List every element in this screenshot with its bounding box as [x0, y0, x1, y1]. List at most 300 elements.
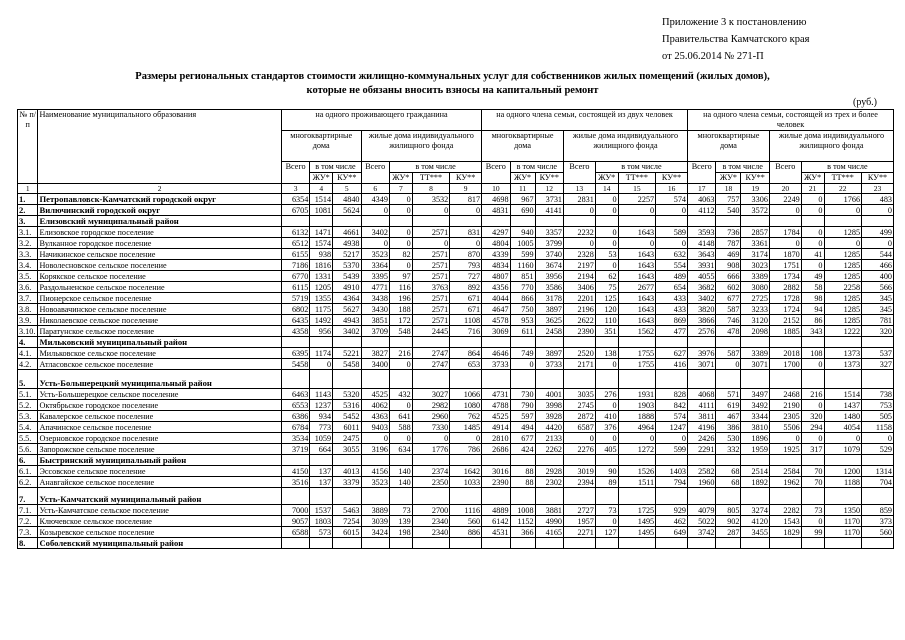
empty-cell: [450, 370, 482, 389]
table-row-section: [18, 216, 894, 227]
row-value: 4943: [333, 315, 361, 326]
empty-cell: [656, 488, 688, 505]
row-value: 3424: [361, 527, 389, 538]
empty-cell: [618, 337, 656, 348]
row-value: 2258: [824, 282, 862, 293]
row-value: 627: [656, 348, 688, 359]
empty-cell: [564, 488, 596, 505]
row-value: 0: [310, 359, 333, 370]
row-value: 0: [801, 433, 824, 444]
row-value: 3389: [741, 271, 769, 282]
empty-cell: [412, 370, 450, 389]
empty-cell: [450, 337, 482, 348]
row-value: 4661: [333, 227, 361, 238]
table-row: [18, 422, 894, 433]
empty-cell: [824, 337, 862, 348]
row-value: 1642: [450, 466, 482, 477]
row-value: 2571: [412, 315, 450, 326]
row-value: 1931: [618, 389, 656, 400]
empty-cell: [389, 370, 412, 389]
row-value: 817: [450, 194, 482, 205]
row-value: 351: [595, 326, 618, 337]
row-value: 2282: [769, 505, 801, 516]
empty-cell: [361, 455, 389, 466]
row-value: 5506: [769, 422, 801, 433]
row-value: 62: [595, 271, 618, 282]
row-value: 1285: [824, 260, 862, 271]
row-value: 0: [824, 205, 862, 216]
row-value: 632: [656, 249, 688, 260]
row-value: 2582: [688, 466, 716, 477]
empty-cell: [482, 538, 510, 549]
row-value: 2197: [564, 260, 596, 271]
row-name: Запорожское сельское поселение: [38, 444, 281, 455]
row-value: 0: [824, 238, 862, 249]
row-value: 0: [595, 205, 618, 216]
row-value: 1158: [862, 422, 894, 433]
row-value: 320: [801, 411, 824, 422]
row-value: 5370: [333, 260, 361, 271]
row-value: 2262: [535, 444, 563, 455]
row-value: 574: [656, 411, 688, 422]
row-value: 956: [310, 326, 333, 337]
group-header-3: на одного члена семьи, состоящей из трех и более человек: [688, 110, 894, 131]
row-value: 4889: [482, 505, 510, 516]
row-value: 0: [769, 238, 801, 249]
row-value: 2514: [741, 466, 769, 477]
row-value: 88: [510, 466, 535, 477]
row-value: 68: [716, 477, 741, 488]
empty-cell: [450, 538, 482, 549]
row-value: 3406: [564, 282, 596, 293]
row-value: 53: [595, 249, 618, 260]
row-value: 137: [310, 477, 333, 488]
row-value: 1403: [656, 466, 688, 477]
row-value: 1734: [769, 271, 801, 282]
row-value: 75: [595, 282, 618, 293]
row-value: 0: [564, 433, 596, 444]
row-value: 4141: [535, 205, 563, 216]
empty-cell: [741, 337, 769, 348]
row-value: 940: [510, 227, 535, 238]
row-value: 1152: [510, 516, 535, 527]
row-value: 2982: [412, 400, 450, 411]
table-row: [18, 293, 894, 304]
row-value: 140: [389, 477, 412, 488]
g1-mkd-total-header: Всего: [281, 162, 309, 184]
empty-cell: [801, 370, 824, 389]
row-value: 6115: [281, 282, 309, 293]
row-value: 654: [656, 282, 688, 293]
row-value: 1205: [310, 282, 333, 293]
row-value: 0: [595, 400, 618, 411]
row-value: 0: [389, 359, 412, 370]
row-value: 540: [716, 205, 741, 216]
row-value: 5627: [333, 304, 361, 315]
row-value: 716: [450, 326, 482, 337]
g3-izh-ku-header: КУ**: [862, 173, 894, 184]
row-value: 1237: [310, 400, 333, 411]
row-value: 4698: [482, 194, 510, 205]
table-row: [18, 411, 894, 422]
row-value: 4840: [333, 194, 361, 205]
row-value: 1537: [310, 505, 333, 516]
row-value: 1008: [510, 505, 535, 516]
row-value: 4364: [333, 293, 361, 304]
row-value: 3055: [333, 444, 361, 455]
row-value: 588: [389, 422, 412, 433]
row-value: 3196: [361, 444, 389, 455]
empty-cell: [618, 455, 656, 466]
row-value: 1373: [824, 348, 862, 359]
row-value: 1200: [824, 466, 862, 477]
empty-cell: [688, 538, 716, 549]
row-value: 0: [450, 433, 482, 444]
row-value: 2328: [564, 249, 596, 260]
empty-cell: [510, 488, 535, 505]
row-value: 5624: [333, 205, 361, 216]
row-value: 1081: [310, 205, 333, 216]
row-value: 1643: [618, 260, 656, 271]
col-index-cell: 20: [769, 184, 801, 194]
empty-cell: [389, 455, 412, 466]
section-name: Быстринский муниципальный район: [38, 455, 281, 466]
row-value: 3120: [741, 315, 769, 326]
row-value: 727: [450, 271, 482, 282]
empty-cell: [688, 337, 716, 348]
row-value: 869: [656, 315, 688, 326]
row-value: 73: [801, 505, 824, 516]
row-value: 671: [450, 304, 482, 315]
row-num: 7.3.: [18, 527, 38, 538]
col-index-cell: 22: [824, 184, 862, 194]
row-num: 6.1.: [18, 466, 38, 477]
row-value: 3395: [361, 271, 389, 282]
row-value: 6011: [333, 422, 361, 433]
row-num: 3.2.: [18, 238, 38, 249]
row-name: Новоавачинское сельское поселение: [38, 304, 281, 315]
row-value: 574: [656, 194, 688, 205]
row-name: Атласовское сельское поселение: [38, 359, 281, 370]
empty-cell: [769, 488, 801, 505]
row-value: 3071: [741, 359, 769, 370]
row-value: 4148: [688, 238, 716, 249]
empty-cell: [618, 538, 656, 549]
row-value: 2445: [412, 326, 450, 337]
row-value: 110: [595, 315, 618, 326]
col-index-cell: 17: [688, 184, 716, 194]
row-value: 1170: [824, 516, 862, 527]
empty-cell: [595, 370, 618, 389]
row-value: 3709: [361, 326, 389, 337]
row-value: 1728: [769, 293, 801, 304]
row-value: 4420: [535, 422, 563, 433]
row-value: 1188: [824, 477, 862, 488]
row-value: 4831: [482, 205, 510, 216]
row-value: 320: [862, 326, 894, 337]
g3-mkd-header: многоквартирные дома: [688, 131, 770, 162]
row-value: 0: [510, 359, 535, 370]
row-value: 2727: [564, 505, 596, 516]
row-value: 1643: [618, 249, 656, 260]
row-value: 1724: [769, 304, 801, 315]
row-value: 432: [389, 389, 412, 400]
empty-cell: [281, 337, 309, 348]
empty-cell: [333, 455, 361, 466]
row-value: 4044: [482, 293, 510, 304]
appendix-line-3: от 25.06.2014 № 271-П: [662, 51, 764, 62]
row-value: 9057: [281, 516, 309, 527]
row-name: Усть-Большерецкое сельское поселение: [38, 389, 281, 400]
g1-mkd-vtch-header: в том числе: [310, 162, 361, 173]
section-num: 8.: [18, 538, 38, 549]
empty-cell: [656, 455, 688, 466]
row-value: 376: [595, 422, 618, 433]
g3-mkd-vtch-header: в том числе: [716, 162, 769, 173]
section-num: 3.: [18, 216, 38, 227]
row-value: 6512: [281, 238, 309, 249]
row-value: 573: [310, 527, 333, 538]
row-value: 6395: [281, 348, 309, 359]
empty-cell: [801, 488, 824, 505]
row-value: 400: [862, 271, 894, 282]
row-name: Паратунское сельское поселение: [38, 326, 281, 337]
row-value: 6015: [333, 527, 361, 538]
empty-cell: [333, 216, 361, 227]
empty-cell: [564, 337, 596, 348]
row-value: 410: [595, 411, 618, 422]
row-value: 90: [595, 466, 618, 477]
row-value: 2340: [412, 516, 450, 527]
row-value: 2882: [769, 282, 801, 293]
row-value: 3430: [361, 304, 389, 315]
row-value: 287: [716, 527, 741, 538]
table-row: [18, 304, 894, 315]
g3-izh-vtch-header: в том числе: [801, 162, 893, 173]
empty-cell: [862, 216, 894, 227]
row-value: 4647: [482, 304, 510, 315]
row-value: 2374: [412, 466, 450, 477]
row-value: 0: [862, 205, 894, 216]
empty-cell: [769, 455, 801, 466]
empty-cell: [801, 216, 824, 227]
empty-cell: [389, 488, 412, 505]
empty-cell: [824, 538, 862, 549]
row-value: 4062: [361, 400, 389, 411]
section-name: Усть-Большерецкий муниципальный район: [38, 370, 281, 389]
table-row: [18, 477, 894, 488]
row-num: 4.1.: [18, 348, 38, 359]
row-value: 0: [618, 238, 656, 249]
row-value: 3023: [741, 260, 769, 271]
row-value: 2475: [333, 433, 361, 444]
row-value: 1514: [310, 194, 333, 205]
row-value: 4068: [688, 389, 716, 400]
row-value: 0: [450, 205, 482, 216]
row-value: 2194: [564, 271, 596, 282]
empty-cell: [412, 538, 450, 549]
row-name: Корякское сельское поселение: [38, 271, 281, 282]
row-value: 3674: [535, 260, 563, 271]
row-value: 0: [769, 433, 801, 444]
row-value: 0: [450, 238, 482, 249]
row-value: 2133: [535, 433, 563, 444]
row-num: 1.: [18, 194, 38, 205]
row-value: 1903: [618, 400, 656, 411]
row-value: 7000: [281, 505, 309, 516]
row-value: 0: [801, 227, 824, 238]
row-value: 6155: [281, 249, 309, 260]
g2-mkd-total-header: Всего: [482, 162, 510, 184]
col-index-cell: 16: [656, 184, 688, 194]
row-value: 2196: [564, 304, 596, 315]
row-value: 6553: [281, 400, 309, 411]
row-value: 3897: [535, 304, 563, 315]
row-value: 4349: [361, 194, 389, 205]
row-value: 2257: [618, 194, 656, 205]
row-name: Вилючинский городской округ: [38, 205, 281, 216]
section-name: Мильковский муниципальный район: [38, 337, 281, 348]
row-value: 4150: [281, 466, 309, 477]
row-value: 2468: [769, 389, 801, 400]
row-value: 73: [595, 505, 618, 516]
row-value: 634: [389, 444, 412, 455]
table-row: [18, 227, 894, 238]
empty-cell: [361, 488, 389, 505]
row-value: 1755: [618, 359, 656, 370]
row-value: 560: [450, 516, 482, 527]
row-value: 2171: [564, 359, 596, 370]
row-value: 196: [389, 293, 412, 304]
row-value: 4990: [535, 516, 563, 527]
empty-cell: [595, 337, 618, 348]
row-value: 1962: [769, 477, 801, 488]
row-value: 750: [510, 304, 535, 315]
row-value: 3379: [333, 477, 361, 488]
row-value: 3976: [688, 348, 716, 359]
empty-cell: [862, 370, 894, 389]
empty-cell: [656, 370, 688, 389]
table-row-section: [18, 488, 894, 505]
empty-cell: [361, 538, 389, 549]
row-value: 4112: [688, 205, 716, 216]
row-value: 7330: [412, 422, 450, 433]
document-title: [0, 70, 905, 98]
row-value: 653: [450, 359, 482, 370]
empty-cell: [688, 216, 716, 227]
row-value: 736: [716, 227, 741, 238]
row-value: 4079: [688, 505, 716, 516]
row-value: 3534: [281, 433, 309, 444]
row-value: 0: [595, 260, 618, 271]
row-value: 3035: [564, 389, 596, 400]
row-value: 1485: [450, 422, 482, 433]
row-num: 5.2.: [18, 400, 38, 411]
row-value: 0: [801, 260, 824, 271]
col-index-cell: 2: [38, 184, 281, 194]
empty-cell: [482, 337, 510, 348]
row-value: 3402: [688, 293, 716, 304]
row-value: 786: [450, 444, 482, 455]
row-value: 537: [862, 348, 894, 359]
row-value: 317: [801, 444, 824, 455]
row-value: 433: [656, 304, 688, 315]
row-value: 1957: [564, 516, 596, 527]
row-value: 3643: [688, 249, 716, 260]
row-num: 5.1.: [18, 389, 38, 400]
col-index-cell: 3: [281, 184, 309, 194]
row-value: 5221: [333, 348, 361, 359]
row-value: 3733: [482, 359, 510, 370]
empty-cell: [333, 488, 361, 505]
row-value: 462: [656, 516, 688, 527]
empty-cell: [769, 337, 801, 348]
row-value: 0: [595, 359, 618, 370]
row-value: 483: [862, 194, 894, 205]
row-value: 3998: [535, 400, 563, 411]
row-value: 0: [389, 400, 412, 411]
row-value: 3810: [741, 422, 769, 433]
table-row: [18, 326, 894, 337]
row-value: 1643: [618, 293, 656, 304]
row-value: 294: [801, 422, 824, 433]
col-index-cell: 7: [389, 184, 412, 194]
row-value: 0: [716, 359, 741, 370]
row-value: 172: [389, 315, 412, 326]
row-value: 1492: [310, 315, 333, 326]
row-value: 1471: [310, 227, 333, 238]
row-value: 3866: [688, 315, 716, 326]
table-row: [18, 444, 894, 455]
empty-cell: [389, 538, 412, 549]
row-value: 967: [510, 194, 535, 205]
row-value: 5022: [688, 516, 716, 527]
row-value: 1925: [769, 444, 801, 455]
row-value: 3731: [535, 194, 563, 205]
row-value: 3069: [482, 326, 510, 337]
g2-mkd-header: многоквартирные дома: [482, 131, 564, 162]
row-value: 505: [862, 411, 894, 422]
empty-cell: [535, 538, 563, 549]
empty-cell: [361, 216, 389, 227]
row-value: 138: [595, 348, 618, 359]
row-value: 5719: [281, 293, 309, 304]
empty-cell: [535, 455, 563, 466]
table-row: [18, 389, 894, 400]
row-num: 3.8.: [18, 304, 38, 315]
col-index-cell: 18: [716, 184, 741, 194]
row-value: 0: [801, 516, 824, 527]
unit-label: (руб.): [853, 97, 877, 108]
row-value: 560: [862, 527, 894, 538]
empty-cell: [535, 488, 563, 505]
row-value: 3733: [535, 359, 563, 370]
col-name-header: Наименование муниципального образования: [38, 110, 281, 184]
g3-izh-zhu-header: ЖУ*: [801, 173, 824, 184]
row-value: 892: [450, 282, 482, 293]
row-value: 0: [656, 433, 688, 444]
row-value: 1272: [618, 444, 656, 455]
row-value: 49: [801, 271, 824, 282]
row-value: 0: [656, 238, 688, 249]
row-value: 1755: [618, 348, 656, 359]
row-value: 1816: [310, 260, 333, 271]
row-value: 416: [656, 359, 688, 370]
row-value: 1784: [769, 227, 801, 238]
row-value: 3931: [688, 260, 716, 271]
row-value: 1829: [769, 527, 801, 538]
section-name: Усть-Камчатский муниципальный район: [38, 488, 281, 505]
